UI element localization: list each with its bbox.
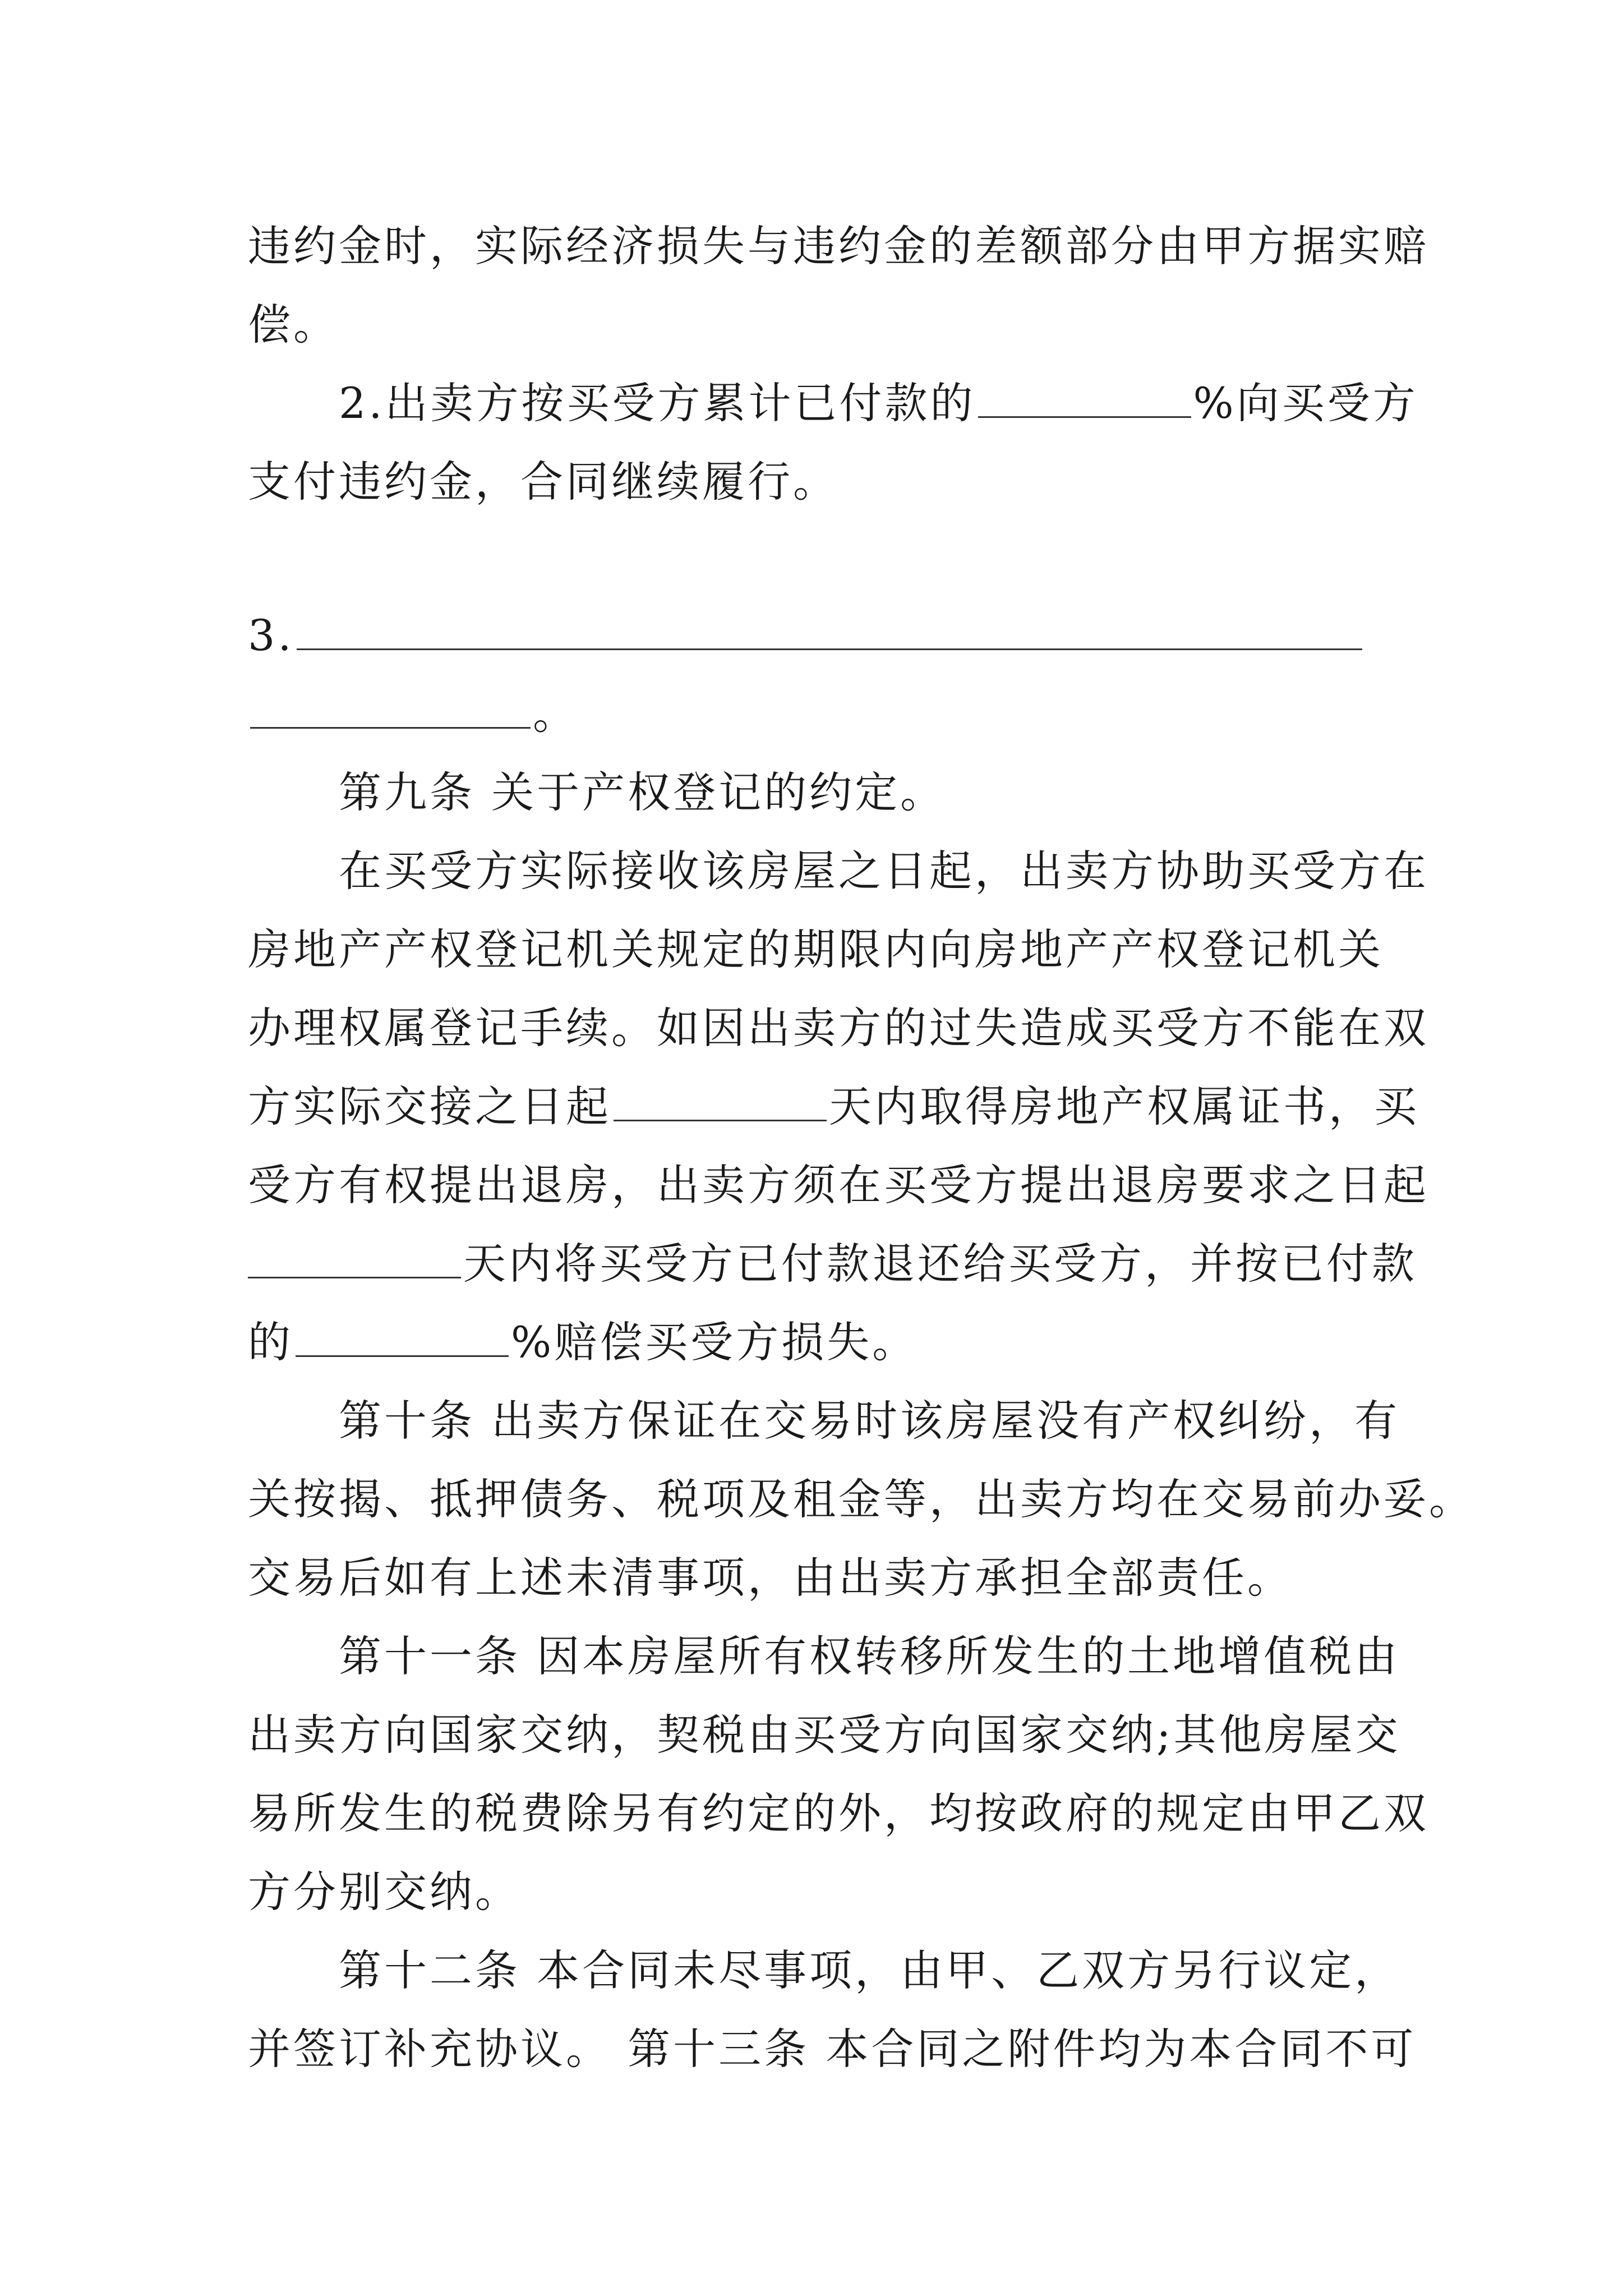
text-line: 出卖方向国家交纳，契税由买受方向国家交纳;其他房屋交 bbox=[248, 1710, 1401, 1760]
text-line: 支付违约金，合同继续履行。 bbox=[248, 457, 838, 507]
text-line: 并签订补充协议。 第十三条 本合同之附件均为本合同不可 bbox=[248, 2024, 1417, 2074]
text-line: 在买受方实际接收该房屋之日起，出卖方协助买受方在 bbox=[339, 846, 1429, 896]
clause-3-continuation: 。 bbox=[248, 675, 1381, 753]
fill-in-blank[interactable] bbox=[297, 610, 1362, 650]
text-line: 易所发生的税费除另有约定的外，均按政府的规定由甲乙双 bbox=[248, 1788, 1429, 1838]
article-heading: 第九条 关于产权登记的约定。 bbox=[339, 767, 946, 817]
text-line: 房地产产权登记机关规定的期限内向房地产产权登记机关 bbox=[248, 924, 1384, 974]
fill-in-blank[interactable] bbox=[250, 689, 531, 729]
text-line: 办理权属登记手续。如因出卖方的过失造成买受方不能在双 bbox=[248, 1003, 1429, 1053]
text-line: 交易后如有上述未清事项，由出卖方承担全部责任。 bbox=[248, 1553, 1293, 1603]
text-line: 方分别交纳。 bbox=[248, 1867, 520, 1917]
text-line: 偿。 bbox=[248, 300, 339, 349]
fill-in-blank[interactable] bbox=[614, 1082, 827, 1121]
article-heading: 第十一条 因本房屋所有权转移所发生的土地增值税由 bbox=[339, 1631, 1400, 1681]
text-line: 的 %赔偿买受方损失。 bbox=[248, 1317, 918, 1367]
article-heading: 第十条 出卖方保证在交易时该房屋没有产权纠纷，有 bbox=[339, 1396, 1400, 1446]
fill-in-blank[interactable] bbox=[296, 1317, 509, 1357]
text-line: 天内将买受方已付款退还给买受方，并按已付款 bbox=[248, 1225, 1381, 1303]
clause-2-line: 2.出卖方按买受方累计已付款的 %向买受方 bbox=[339, 378, 1418, 428]
article-heading: 第十二条 本合同未尽事项，由甲、乙双方另行议定， bbox=[339, 1945, 1400, 1995]
fill-in-blank[interactable] bbox=[248, 1239, 461, 1278]
text-line: 关按揭、抵押债务、税项及租金等，出卖方均在交易前办妥。 bbox=[248, 1474, 1474, 1524]
text-line: 方实际交接之日起 天内取得房地产权属证书，买 bbox=[248, 1082, 1419, 1131]
text-line: 违约金时，实际经济损失与违约金的差额部分由甲方据实赔 bbox=[248, 221, 1429, 271]
clause-3-line: 3. bbox=[248, 596, 1381, 675]
fill-in-blank[interactable] bbox=[978, 378, 1191, 418]
text-line: 受方有权提出退房，出卖方须在买受方提出退房要求之日起 bbox=[248, 1160, 1429, 1210]
